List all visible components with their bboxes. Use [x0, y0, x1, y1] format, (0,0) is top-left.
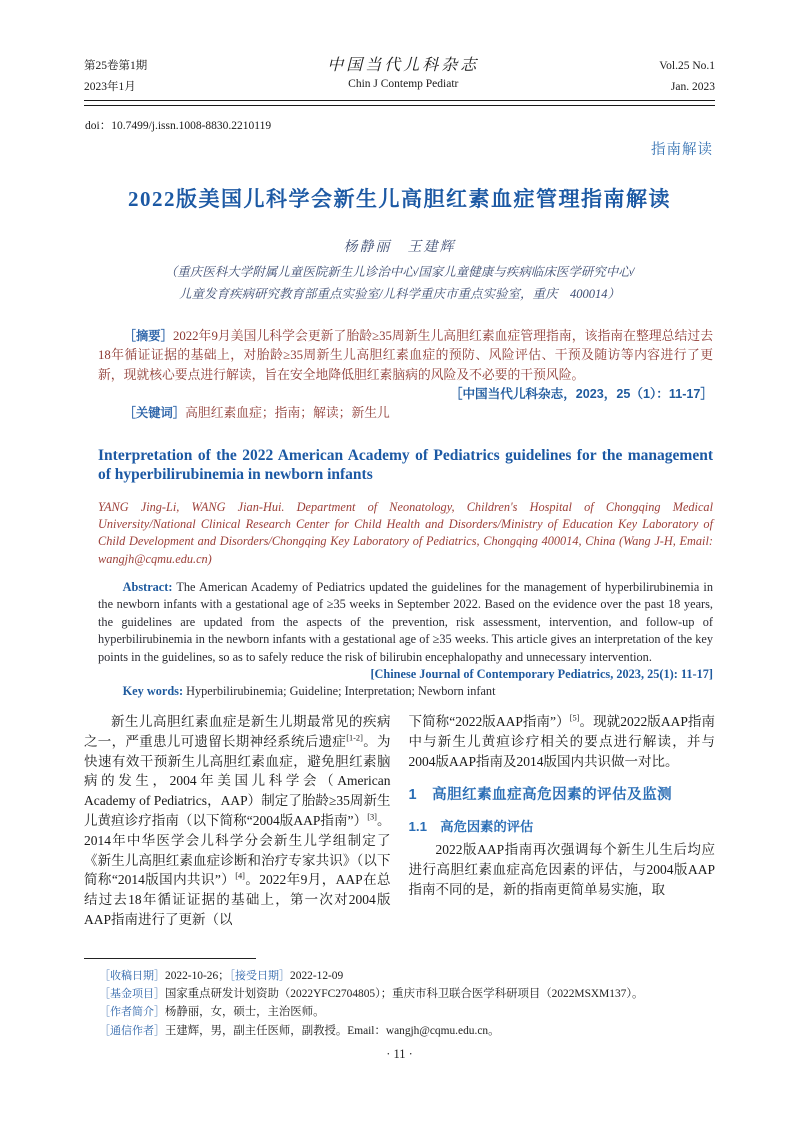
- abstract-cn-label: ［摘要］: [123, 329, 173, 343]
- abstract-en: [98, 579, 713, 701]
- date-en: Jan. 2023: [670, 81, 715, 93]
- body-right-column: [409, 712, 716, 958]
- header-center: [327, 56, 479, 93]
- affiliation-cn-line1: （重庆医科大学附属儿童医院新生儿诊治中心/国家儿童健康与疾病临床医学研究中心/: [164, 265, 635, 279]
- keywords-cn-text: 高胆红素血症；指南；解读；新生儿: [185, 406, 390, 421]
- text-segment: 。为快速有效干预新生儿高胆红素血症，避免胆红素脑病的发生，2004年美国儿科学会（American Academy of Pediatrics，AAP）制定了胎龄≥35周新生儿黄疸诊疗指南（以下简称“2004版AAP指南”）: [84, 733, 391, 828]
- reference-superscript: [4]: [235, 871, 245, 881]
- footnote-label: ［接受日期］: [229, 970, 291, 982]
- keywords-cn-label: ［关键词］: [123, 406, 186, 421]
- page-number: · 11 ·: [386, 1047, 413, 1061]
- header-left: [84, 56, 147, 98]
- footnote-label: ［通信作者］: [99, 1024, 165, 1037]
- body-left-column: [84, 712, 391, 958]
- body-columns: [84, 712, 715, 958]
- abstract-cn-text: 2022年9月美国儿科学会更新了胎龄≥35周新生儿高胆红素血症管理指南，该指南在整理总结过去18年循证证据的基础上，对胎龄≥35周新生儿高胆红素血症的预防、风险评估、干预及随访等内容进行了更新，现就核心要点进行解读，旨在安全地降低胆红素脑病的风险及不必要的干预风险。: [98, 329, 713, 382]
- abstract-cn: [98, 327, 713, 423]
- article-title-cn: 2022版美国儿科学会新生儿高胆红素血症管理指南解读: [128, 187, 671, 211]
- abstract-cn-paragraph: [98, 327, 713, 385]
- section-1-heading: 1 高胆红素血症高危因素的评估及监测: [408, 787, 673, 804]
- volume-issue-cn: 第25卷第1期: [84, 60, 148, 72]
- reference-superscript: [1-2]: [346, 733, 363, 743]
- header-right: [659, 56, 715, 98]
- keywords-cn-line: [98, 404, 713, 423]
- text-segment: 。2014年中华医学会儿科学分会新生儿学组制定了《新生儿高胆红素血症诊断和治疗专家共识》（以下简称“2014版国内共识”）: [84, 812, 391, 888]
- footnote-text: 2022-10-26；: [165, 970, 230, 982]
- abstract-en-paragraph: [98, 579, 713, 666]
- footnote-text: 2022-12-09: [290, 970, 344, 982]
- section-1-1-heading: 1.1 高危因素的评估: [408, 819, 534, 835]
- date-cn: 2023年1月: [84, 81, 136, 93]
- text-segment: 。2022年9月，AAP在总结过去18年循证证据的基础上，第一次对2004版AAP指南进行了更新（以: [84, 872, 391, 927]
- article-title-en: Interpretation of the 2022 American Academy of Pediatrics guidelines for the management of hyperbilirubinemia in newborn infants: [98, 447, 713, 483]
- body-paragraph: [409, 712, 716, 771]
- body-paragraph: [84, 712, 391, 930]
- text-segment: 新生儿高胆红素血症是新生儿期最常见的疾病之一，严重患儿可遗留长期神经系统后遗症: [84, 714, 391, 749]
- footnote-text: 国家重点研发计划资助（2022YFC2704805）；重庆市科卫联合医学科研项目（2022MSXM137）。: [165, 988, 644, 1001]
- footnote-line: [99, 986, 715, 1003]
- reference-superscript: [3]: [367, 812, 377, 822]
- authors-cn: 杨静丽 王建辉: [343, 240, 456, 255]
- volume-issue-en: Vol.25 No.1: [659, 60, 715, 72]
- journal-name-en: Chin J Contemp Pediatr: [348, 78, 459, 90]
- affiliation-en: YANG Jing-Li, WANG Jian-Hui. Department of Neonatology, Children's Hospital of Chongqing Medical University/National Clinical Research Center for Child Health and Disorders/Ministry of Education Key Laboratory of Child Development and Disorders/Chongqing Key Laboratory of Pediatrics, Chongqing 400014, China (Wang J-H, Email: wangjh@cqmu.edu.cn): [98, 500, 713, 566]
- footnote-line: [99, 1004, 715, 1021]
- footnote-label: ［基金项目］: [99, 988, 165, 1001]
- footnote-text: 王建辉，男，副主任医师，副教授。Email：wangjh@cqmu.edu.cn。: [165, 1024, 500, 1037]
- keywords-en-text: Hyperbilirubinemia; Guideline; Interpretation; Newborn infant: [183, 684, 496, 699]
- footnote-line: [99, 968, 715, 985]
- footnote-label: ［作者简介］: [99, 1006, 165, 1019]
- keywords-en-label: Key words:: [122, 684, 184, 699]
- column-label: 指南解读: [651, 142, 713, 158]
- journal-name-cn: 中国当代儿科杂志: [327, 57, 480, 74]
- header-divider: [84, 100, 715, 106]
- text-segment: 下简称“2022版AAP指南”）: [408, 714, 570, 729]
- affiliation-cn: [0, 262, 799, 305]
- journal-header: [84, 56, 715, 98]
- text-segment: 。现就2022版AAP指南中与新生儿黄疸诊疗相关的要点进行解读，并与2004版AAP指南及2014版国内共识做一对比。: [408, 714, 715, 769]
- citation-en: [Chinese Journal of Contemporary Pediatrics, 2023, 25(1): 11-17]: [370, 667, 713, 682]
- keywords-en-line: [98, 683, 713, 700]
- footnote-text: 杨静丽，女，硕士，主治医师。: [165, 1006, 325, 1019]
- abstract-en-label: Abstract:: [122, 580, 173, 594]
- footnote-line: [99, 1023, 715, 1040]
- reference-superscript: [5]: [569, 713, 580, 723]
- citation-cn: ［中国当代儿科杂志，2023，25（1）：11-17］: [449, 386, 713, 401]
- footnote-label: ［收稿日期］: [99, 970, 165, 982]
- doi: doi：10.7499/j.issn.1008-8830.2210119: [85, 120, 272, 132]
- abstract-en-text: The American Academy of Pediatrics updated the guidelines for the management of hyperbilirubinemia in the newborn infants with a gestational age of ≥35 weeks in September 2022. Based on the evidence over the past 18 years, the guidelines are updated from the aspects of the prevention, risk assessment, intervention, and follow-up of hyperbilirubinemia in the newborn infants with a gestational age of ≥35 weeks. This article gives an interpretation of the key points in the guidelines, so as to safely reduce the risk of bilirubin encephalopathy and unnecessary intervention.: [98, 580, 713, 664]
- footnote-area: [99, 968, 715, 1041]
- affiliation-cn-line2: 儿童发育疾病研究教育部重点实验室/儿科学重庆市重点实验室，重庆 400014）: [179, 286, 620, 301]
- body-paragraph: 2022版AAP指南再次强调每个新生儿生后均应进行高胆红素血症高危因素的评估，与2004版AAP指南不同的是，新的指南更简单易实施，取: [408, 841, 715, 897]
- footnote-divider: [84, 958, 256, 959]
